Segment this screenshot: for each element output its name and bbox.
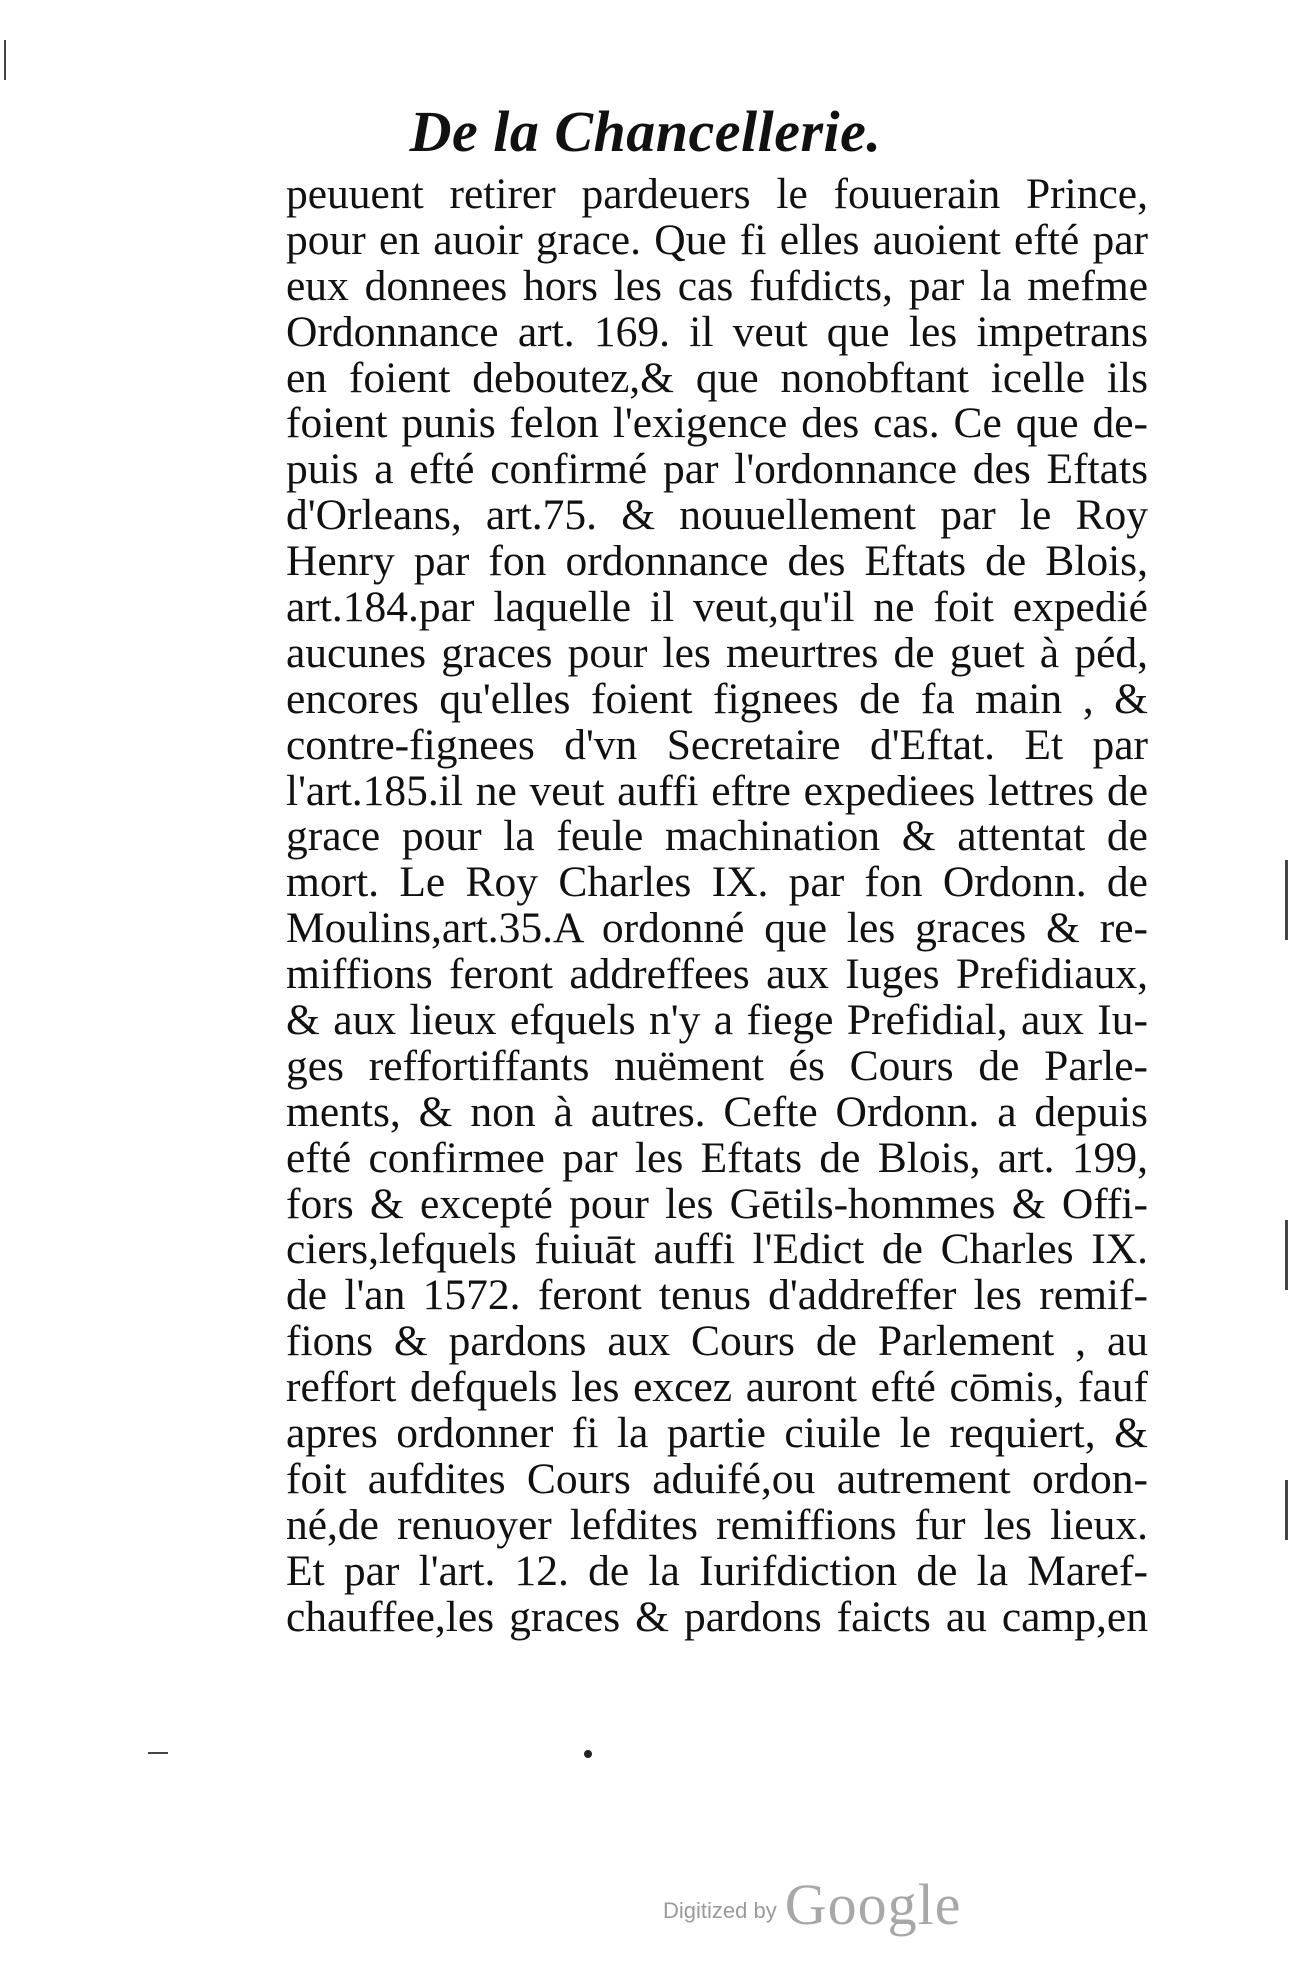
running-head: De la Chancellerie. (409, 99, 882, 164)
text-line: ges reffortiffants nuëment és Cours de Parle- (286, 1041, 1148, 1090)
text-line: miffions feront addreffees aux Iuges Prefidiaux, (286, 950, 1148, 999)
text-line: encores qu'elles foient fignees de fa main , & (286, 674, 1148, 723)
text-line: apres ordonner fi la partie ciuile le requiert, & (286, 1409, 1148, 1458)
text-line: mort. Le Roy Charles IX. par fon Ordonn. de (286, 858, 1148, 907)
text-line: Moulins,art.35.A ordonné que les graces & re- (286, 904, 1148, 953)
text-line: efté confirmee par les Eftats de Blois, art. 199, (286, 1133, 1148, 1182)
scan-edge-mark (148, 1752, 168, 1754)
text-line: chauffee,les graces & pardons faicts au camp,en (286, 1592, 1148, 1641)
text-line: ments, & non à autres. Cefte Ordonn. a depuis (286, 1087, 1148, 1136)
text-line: né,de renuoyer lefdites remiffions fur les lieux. (286, 1500, 1148, 1549)
text-line: contre-fignees d'vn Secretaire d'Eftat. Et par (286, 720, 1148, 769)
text-line: foit aufdites Cours aduifé,ou autrement ordon- (286, 1454, 1148, 1503)
scan-edge-mark (1285, 1220, 1288, 1290)
scan-edge-mark (4, 40, 6, 80)
page-ornament (584, 1750, 592, 1758)
text-line: & aux lieux efquels n'y a fiege Prefidial, aux Iu- (286, 996, 1148, 1045)
text-line: foient punis felon l'exigence des cas. Ce que de- (286, 399, 1148, 448)
scan-edge-mark (1285, 860, 1288, 940)
text-line: Ordonnance art. 169. il veut que les impetrans (286, 307, 1148, 356)
text-line: Et par l'art. 12. de la Iurifdiction de la Maref- (286, 1546, 1148, 1595)
text-line: d'Orleans, art.75. & nouuellement par le Roy (286, 491, 1148, 540)
text-line: en foient deboutez,& que nonobftant icelle ils (286, 353, 1148, 402)
text-line: aucunes graces pour les meurtres de guet à péd, (286, 628, 1148, 677)
text-line: reffort defquels les excez auront efté cōmis, fauf (286, 1363, 1148, 1412)
text-line: grace pour la feule machination & attentat de (286, 812, 1148, 861)
google-logo: Google (784, 1872, 962, 1937)
text-line: fors & excepté pour les Gētils-hommes & Offi- (286, 1179, 1148, 1228)
text-line: l'art.185.il ne veut auffi eftre expediees lettres de (286, 766, 1148, 815)
digitized-watermark (663, 1868, 961, 1938)
body-text (286, 172, 1148, 1641)
text-line: pour en auoir grace. Que fi elles auoient efté par (286, 215, 1148, 264)
text-line: art.184.par laquelle il veut,qu'il ne foit expedié (286, 583, 1148, 632)
text-line: eux donnees hors les cas fufdicts, par la mefme (286, 261, 1148, 310)
watermark-prefix: Digitized by (663, 1898, 777, 1923)
text-line: puis a efté confirmé par l'ordonnance des Eftats (286, 445, 1148, 494)
text-line: de l'an 1572. feront tenus d'addreffer les remif- (286, 1271, 1148, 1320)
text-line: Henry par fon ordonnance des Eftats de Blois, (286, 537, 1148, 586)
text-line: fions & pardons aux Cours de Parlement , au (286, 1317, 1148, 1366)
scan-edge-mark (1285, 1480, 1288, 1540)
text-line: ciers,lefquels fuiuāt auffi l'Edict de Charles IX. (286, 1225, 1148, 1274)
text-line: peuuent retirer pardeuers le fouuerain Prince, (286, 170, 1148, 218)
